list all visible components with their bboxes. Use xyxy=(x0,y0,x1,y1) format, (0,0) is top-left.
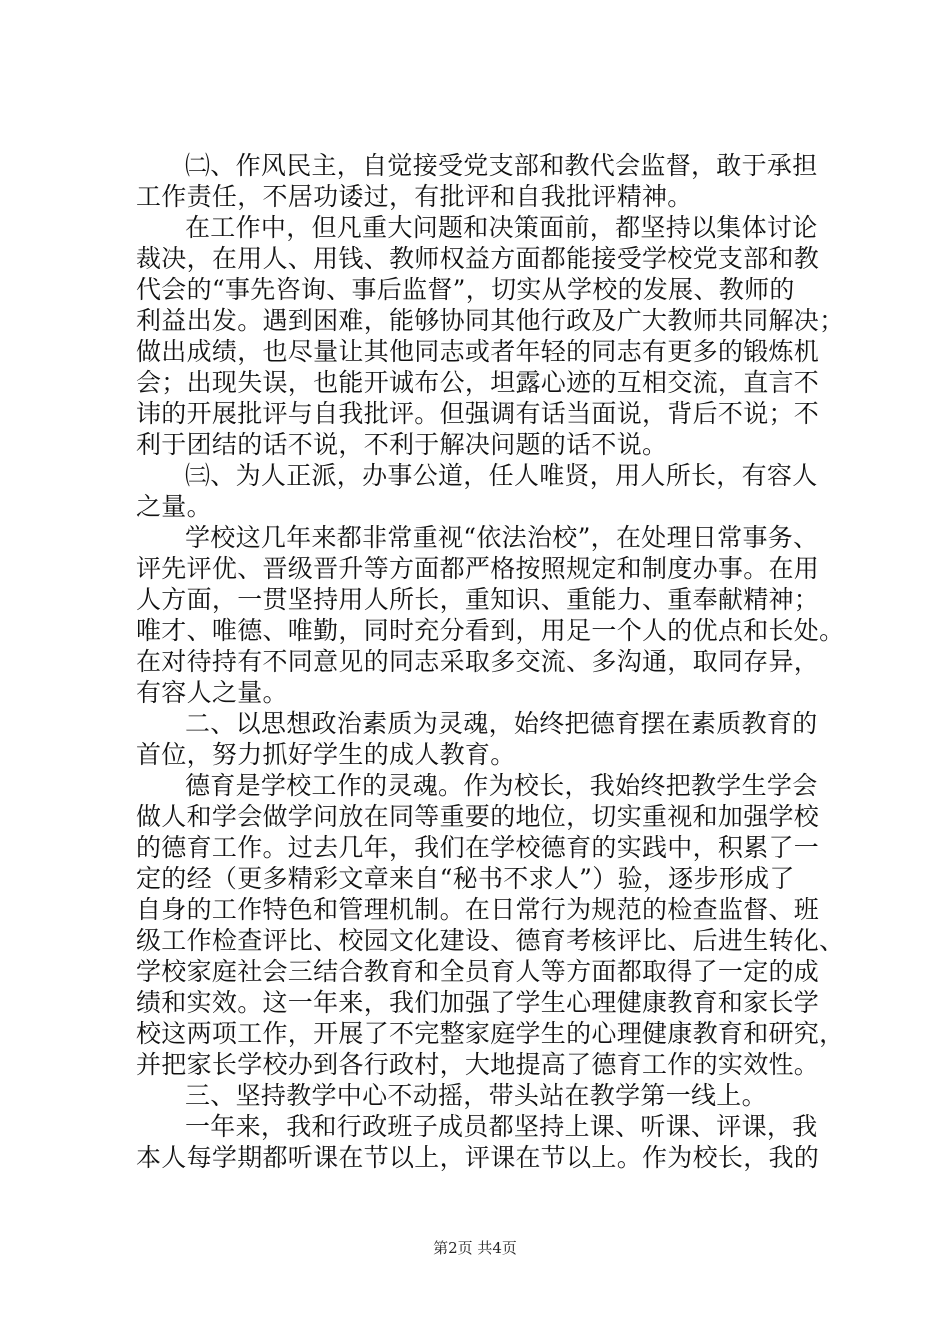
text-line: 之量。 xyxy=(136,492,212,521)
text-line: 二、以思想政治素质为灵魂，始终把德育摆在素质教育的 xyxy=(185,709,818,738)
text-line: 评先评优、晋级晋升等方面都严格按照规定和制度办事。在用 xyxy=(136,554,820,583)
text-line: 讳的开展批评与自我批评。但强调有话当面说，背后不说；不 xyxy=(136,399,820,428)
text-line: 学校家庭社会三结合教育和全员育人等方面都取得了一定的成 xyxy=(136,957,820,986)
text-line: 利益出发。遇到困难，能够协同其他行政及广大教师共同解决； xyxy=(136,306,845,335)
document-body xyxy=(136,150,845,1173)
text-line: 人方面，一贯坚持用人所长，重知识、重能力、重奉献精神； xyxy=(136,585,820,614)
text-line: ㈢、为人正派，办事公道，任人唯贤，用人所长，有容人 xyxy=(185,461,818,490)
text-line: 代会的“事先咨询、事后监督”，切实从学校的发展、教师的 xyxy=(136,275,795,304)
text-line: 在工作中，但凡重大问题和决策面前，都坚持以集体讨论 xyxy=(185,213,818,242)
text-line: 定的经（更多精彩文章来自“秘书不求人”）验，逐步形成了 xyxy=(136,864,795,893)
text-line: 做出成绩，也尽量让其他同志或者年轻的同志有更多的锻炼机 xyxy=(136,337,820,366)
page-footer: 第2页 共4页 xyxy=(433,1239,517,1257)
text-line: 做人和学会做学问放在同等重要的地位，切实重视和加强学校 xyxy=(136,802,820,831)
text-line: 校这两项工作，开展了不完整家庭学生的心理健康教育和研究， xyxy=(136,1019,845,1048)
text-line: 的德育工作。过去几年，我们在学校德育的实践中，积累了一 xyxy=(136,833,820,862)
text-line: 绩和实效。这一年来，我们加强了学生心理健康教育和家长学 xyxy=(136,988,820,1017)
text-line: ㈡、作风民主，自觉接受党支部和教代会监督，敢于承担 xyxy=(185,151,818,180)
text-line: 自身的工作特色和管理机制。在日常行为规范的检查监督、班 xyxy=(136,895,820,924)
text-line: 在对待持有不同意见的同志采取多交流、多沟通，取同存异， xyxy=(136,647,820,676)
text-line: 工作责任，不居功诿过，有批评和自我批评精神。 xyxy=(136,182,693,211)
text-line: 一年来，我和行政班子成员都坚持上课、听课、评课，我 xyxy=(185,1112,818,1141)
text-line: 级工作检查评比、校园文化建设、德育考核评比、后进生转化、 xyxy=(136,926,845,955)
text-line: 有容人之量。 xyxy=(136,678,288,707)
text-line: 首位，努力抓好学生的成人教育。 xyxy=(136,740,516,769)
text-line: 学校这几年来都非常重视“依法治校”，在处理日常事务、 xyxy=(185,523,819,552)
text-line: 裁决，在用人、用钱、教师权益方面都能接受学校党支部和教 xyxy=(136,244,820,273)
text-line: 利于团结的话不说，不利于解决问题的话不说。 xyxy=(136,430,668,459)
text-line: 本人每学期都听课在节以上，评课在节以上。作为校长，我的 xyxy=(136,1143,820,1172)
text-line: 唯才、唯德、唯勤，同时充分看到，用足一个人的优点和长处。 xyxy=(136,616,845,645)
text-line: 并把家长学校办到各行政村，大地提高了德育工作的实效性。 xyxy=(136,1050,820,1079)
text-line: 三、坚持教学中心不动摇，带头站在教学第一线上。 xyxy=(185,1081,767,1110)
text-line: 德育是学校工作的灵魂。作为校长，我始终把教学生学会 xyxy=(185,771,818,800)
text-line: 会；出现失误，也能开诚布公，坦露心迹的互相交流，直言不 xyxy=(136,368,820,397)
